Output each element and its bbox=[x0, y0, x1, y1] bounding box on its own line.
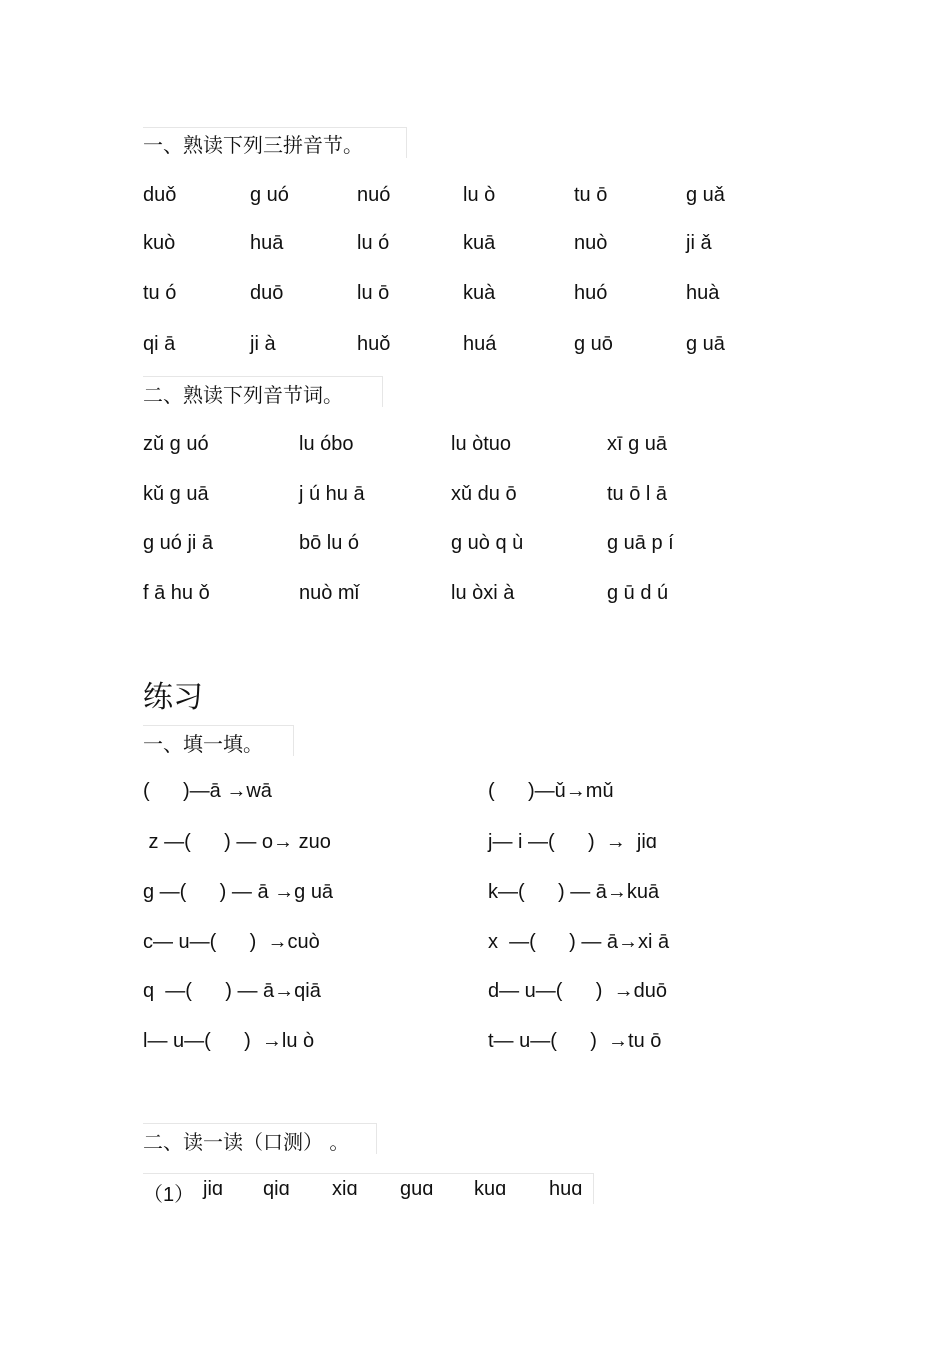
read-number: （1） bbox=[143, 1184, 195, 1206]
fill-item: k—( ) — ā→kuā bbox=[488, 881, 660, 903]
read-syllable: kuɑ bbox=[474, 1178, 507, 1200]
read-syllable: huɑ bbox=[549, 1178, 583, 1200]
read-heading: 二、读一读（口测） 。 bbox=[143, 1130, 350, 1154]
fill-item: x —( ) — ā→xi ā bbox=[488, 931, 670, 953]
word-cell: bō lu ó bbox=[299, 532, 360, 554]
syllable-cell: lu ó bbox=[357, 232, 390, 254]
word-cell: g ū d ú bbox=[607, 582, 669, 604]
fill-item: z —( ) — o→ zuo bbox=[143, 831, 331, 853]
syllable-cell: lu ō bbox=[357, 282, 390, 304]
syllable-cell: kuā bbox=[463, 232, 496, 254]
word-cell: xī g uā bbox=[607, 433, 668, 455]
syllable-cell: g uō bbox=[574, 333, 613, 355]
word-cell: lu òxi à bbox=[451, 582, 515, 604]
word-cell: g uó ji ā bbox=[143, 532, 214, 554]
syllable-cell: kuò bbox=[143, 232, 176, 254]
word-cell: lu òtuo bbox=[451, 433, 512, 455]
fill-heading: 一、填一填。 bbox=[143, 732, 263, 756]
syllable-cell: huá bbox=[463, 333, 497, 355]
read-syllable: qiɑ bbox=[263, 1178, 290, 1200]
syllable-cell: g uó bbox=[250, 184, 289, 206]
syllable-cell: tu ō bbox=[574, 184, 608, 206]
syllable-cell: g uǎ bbox=[686, 184, 725, 206]
syllable-cell: duō bbox=[250, 282, 284, 304]
fill-item: g —( ) — ā →g uā bbox=[143, 881, 334, 903]
syllable-cell: ji à bbox=[250, 333, 276, 355]
fill-item: l— u—( ) →lu ò bbox=[143, 1030, 315, 1052]
syllable-cell: huó bbox=[574, 282, 608, 304]
word-cell: xǔ du ō bbox=[451, 483, 517, 505]
syllable-cell: qi ā bbox=[143, 333, 176, 355]
syllable-cell: ji ǎ bbox=[686, 232, 712, 254]
word-cell: tu ō l ā bbox=[607, 483, 668, 505]
read-syllable: xiɑ bbox=[332, 1178, 358, 1200]
word-cell: j ú hu ā bbox=[299, 483, 365, 505]
syllable-cell: g uā bbox=[686, 333, 725, 355]
fill-item: q —( ) — ā→qiā bbox=[143, 980, 321, 1002]
section1-heading: 一、熟读下列三拼音节。 bbox=[143, 133, 363, 157]
syllable-cell: duǒ bbox=[143, 184, 177, 206]
read-syllable: guɑ bbox=[400, 1178, 434, 1200]
section2-heading: 二、熟读下列音节词。 bbox=[143, 383, 343, 407]
read-syllable: jiɑ bbox=[203, 1178, 224, 1200]
fill-item: ( )—ǔ→mǔ bbox=[488, 780, 614, 802]
word-cell: nuò mǐ bbox=[299, 582, 360, 604]
word-cell: lu óbo bbox=[299, 433, 354, 455]
word-cell: kǔ g uā bbox=[143, 483, 209, 505]
fill-item: j— i —( ) → jiɑ bbox=[488, 831, 657, 853]
word-cell: g uā p í bbox=[607, 532, 674, 554]
word-cell: f ā hu ǒ bbox=[143, 582, 210, 604]
word-cell: zǔ g uó bbox=[143, 433, 209, 455]
fill-item: c— u—( ) →cuò bbox=[143, 931, 320, 953]
syllable-cell: huà bbox=[686, 282, 720, 304]
fill-item: t— u—( ) →tu ō bbox=[488, 1030, 662, 1052]
syllable-cell: kuà bbox=[463, 282, 496, 304]
syllable-cell: lu ò bbox=[463, 184, 496, 206]
syllable-cell: nuò bbox=[574, 232, 608, 254]
syllable-cell: huā bbox=[250, 232, 284, 254]
fill-item: d— u—( ) →duō bbox=[488, 980, 667, 1002]
fill-item: ( )—ā →wā bbox=[143, 780, 272, 802]
syllable-cell: nuó bbox=[357, 184, 391, 206]
practice-title: 练习 bbox=[143, 680, 203, 715]
syllable-cell: huǒ bbox=[357, 333, 391, 355]
syllable-cell: tu ó bbox=[143, 282, 177, 304]
word-cell: g uò q ù bbox=[451, 532, 524, 554]
